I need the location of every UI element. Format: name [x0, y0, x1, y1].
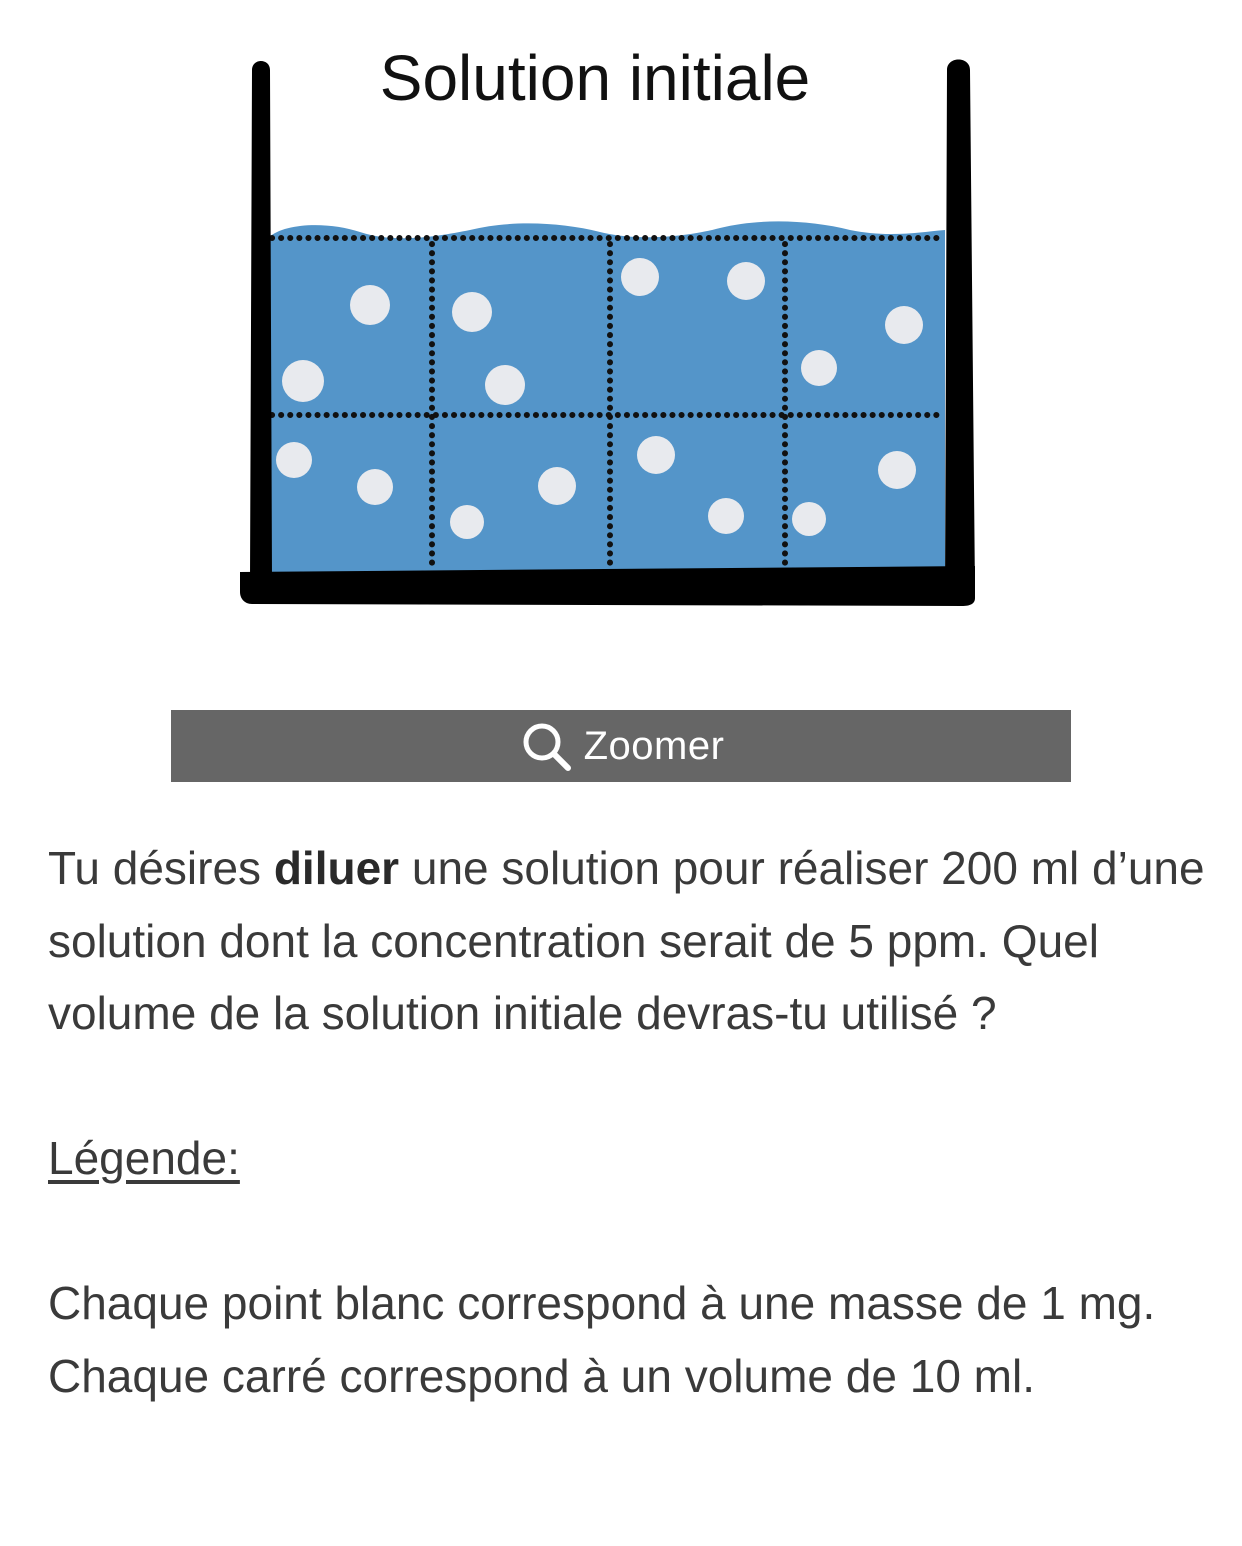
particle	[801, 350, 837, 386]
particle	[792, 502, 826, 536]
beaker-left-wall	[250, 61, 272, 580]
particle	[637, 436, 675, 474]
spacer	[48, 1195, 1208, 1268]
zoom-button[interactable]	[171, 710, 1071, 782]
water-surface	[268, 221, 945, 575]
particle	[350, 285, 390, 325]
legend-title: Légende:	[48, 1132, 240, 1184]
zoom-button-label: Zoomer	[583, 723, 725, 768]
legend-line-points: Chaque point blanc correspond à une masse de 1 mg.	[48, 1277, 1156, 1329]
question-emphasis: diluer	[273, 842, 400, 894]
particle	[357, 469, 393, 505]
legend-line-squares: Chaque carré correspond à un volume de 10 ml.	[48, 1349, 1036, 1402]
particle	[878, 451, 916, 489]
question-content	[48, 832, 1208, 1412]
beaker-bottom	[240, 566, 975, 606]
solution-diagram	[0, 0, 1242, 640]
particle	[450, 505, 484, 539]
water	[268, 221, 945, 575]
spacer	[48, 1050, 1208, 1123]
question-text-start: Tu désires	[48, 842, 274, 894]
beaker-illustration	[0, 0, 1242, 640]
particle	[708, 498, 744, 534]
diagram-title: Solution initiale	[379, 42, 811, 114]
particle	[276, 442, 312, 478]
particle	[485, 365, 525, 405]
particle	[727, 262, 765, 300]
search-icon	[518, 718, 574, 774]
particle	[621, 258, 659, 296]
particle	[282, 360, 324, 402]
question-text	[48, 832, 1208, 1050]
particle	[452, 292, 492, 332]
particle	[538, 467, 576, 505]
beaker-right-wall	[945, 60, 975, 593]
particle	[885, 306, 923, 344]
question-text-end: une solution pour réaliser 200 ml d’une solution dont la concentration serait de 5 ppm. Quel volume de la solution initiale devras-tu utilisé ?	[48, 842, 1205, 1039]
